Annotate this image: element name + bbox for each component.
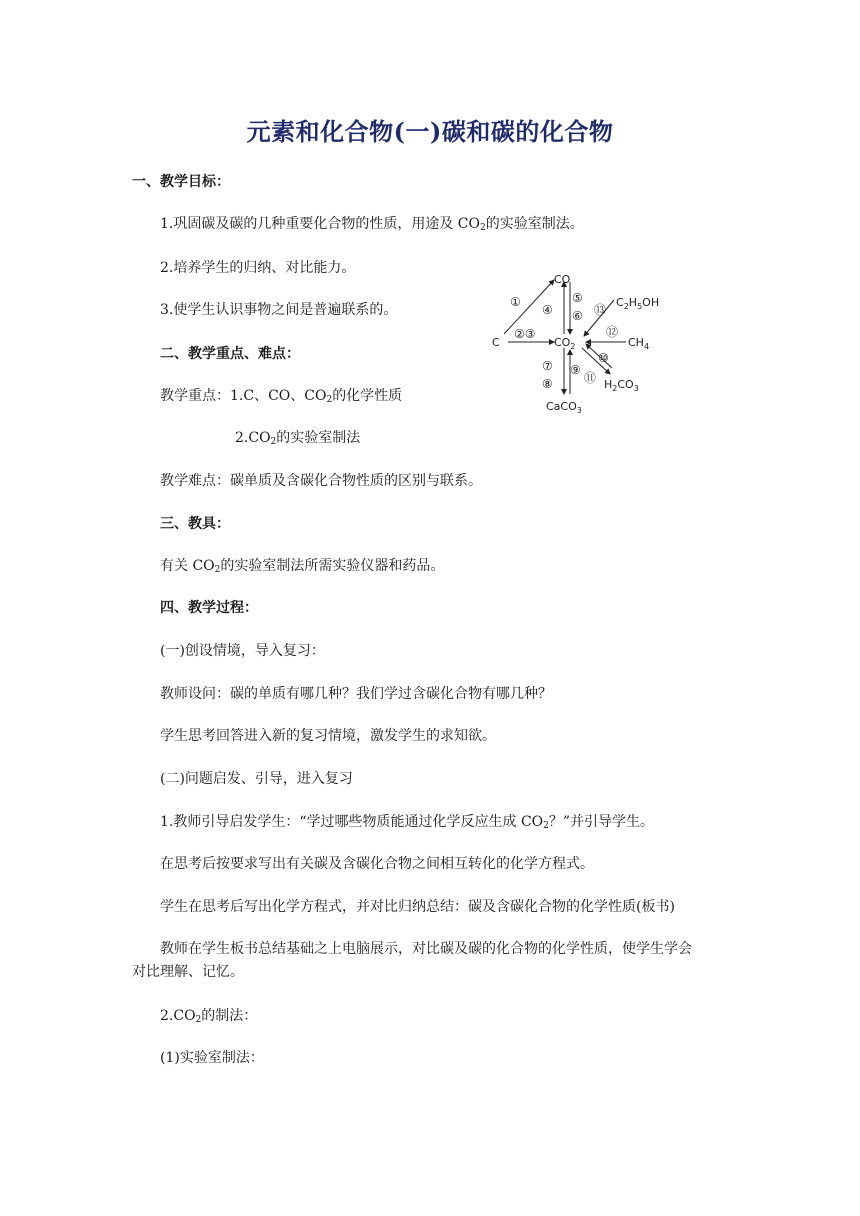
node-calcium-carbonate xyxy=(546,400,582,415)
subscript: 2 xyxy=(326,395,333,405)
formula-subscript: 3 xyxy=(576,406,582,415)
reaction-label-5: ⑤ xyxy=(572,291,583,305)
section-heading-process: 四、教学过程： xyxy=(160,600,258,616)
reaction-label-4: ④ xyxy=(542,303,553,317)
carbon-transformation-diagram xyxy=(488,266,688,418)
subscript: 2 xyxy=(543,821,549,831)
formula-subscript: 4 xyxy=(643,342,650,351)
text-segment: 1.教师引导启发学生：“学过哪些物质能通过化学反应生成 CO xyxy=(160,814,544,830)
section-heading-tools: 三、教具： xyxy=(160,516,230,532)
text-segment: 有关 CO xyxy=(160,558,215,574)
node-co: CO xyxy=(554,273,571,286)
subscript: 2 xyxy=(214,565,221,575)
node-co2 xyxy=(554,336,575,351)
text-segment: 教学重点：1.C、CO、CO xyxy=(160,388,327,404)
text-segment: 的化学性质 xyxy=(332,388,403,404)
document-title: 元素和化合物(一)碳和碳的化合物 xyxy=(246,117,614,146)
process-paragraph-6: 在思考后按要求写出有关碳及含碳化合物之间相互转化的化学方程式。 xyxy=(160,856,594,872)
process-paragraph-8a: 教师在学生板书总结基础之上电脑展示，对比碳及碳的化合物的化学性质，使学生学会 xyxy=(160,941,692,957)
text-segment: 的实验室制法。 xyxy=(485,216,584,232)
process-paragraph-3: 学生思考回答进入新的复习情境，激发学生的求知欲。 xyxy=(160,728,496,744)
section-heading-objectives: 一、教学目标： xyxy=(132,174,230,190)
key-point-1 xyxy=(160,386,402,406)
reaction-label-8: ⑧ xyxy=(542,377,553,391)
text-segment: 2.CO xyxy=(235,430,271,446)
difficulty-point: 教学难点：碳单质及含碳化合物性质的区别与联系。 xyxy=(160,473,482,489)
formula-part: H xyxy=(628,296,638,309)
key-point-2 xyxy=(235,428,360,448)
process-paragraph-8b: 对比理解、记忆。 xyxy=(132,964,244,980)
section-heading-key-points: 二、教学重点、难点： xyxy=(160,346,300,362)
process-paragraph-5 xyxy=(160,812,654,832)
formula-part: CH xyxy=(628,336,644,349)
node-c: C xyxy=(492,336,500,349)
subscript: 2 xyxy=(270,437,277,447)
reaction-label-2-3: ②③ xyxy=(514,327,536,341)
reaction-label-11: ⑪ xyxy=(584,371,597,385)
process-paragraph-4: (二)问题启发、引导，进入复习 xyxy=(160,771,353,787)
subscript: 2 xyxy=(480,223,486,233)
formula-subscript: 3 xyxy=(633,384,639,393)
formula-part: CO xyxy=(554,336,571,349)
formula-part: CaCO xyxy=(546,400,577,413)
text-segment: 的实验室制法所需实验仪器和药品。 xyxy=(220,558,445,574)
text-segment: 1.巩固碳及碳的几种重要化合物的性质，用途及 CO xyxy=(160,216,480,232)
objective-item-3: 3.使学生认识事物之间是普遍联系的。 xyxy=(160,302,398,318)
process-paragraph-10: (1)实验室制法： xyxy=(160,1050,264,1066)
formula-part: OH xyxy=(642,296,660,309)
reaction-label-7: ⑦ xyxy=(542,359,553,373)
objective-item-2: 2.培养学生的归纳、对比能力。 xyxy=(160,260,356,276)
reaction-label-12: ⑫ xyxy=(606,325,619,339)
formula-subscript: 2 xyxy=(623,302,629,311)
formula-subscript: 2 xyxy=(612,384,618,393)
process-paragraph-7: 学生在思考后写出化学方程式，并对比归纳总结：碳及含碳化合物的化学性质(板书) xyxy=(160,899,675,915)
process-paragraph-1: (一)创设情境，导入复习： xyxy=(160,643,325,659)
formula-part: CO xyxy=(617,378,634,391)
objective-item-1 xyxy=(160,214,584,234)
reaction-label-9: ⑨ xyxy=(570,363,581,377)
text-segment: ？”并引导学生。 xyxy=(548,814,655,830)
reaction-label-1: ① xyxy=(510,295,521,309)
text-segment: 的实验室制法 xyxy=(276,430,361,446)
reaction-label-6: ⑥ xyxy=(572,309,583,323)
text-segment: 的制法： xyxy=(201,1008,258,1024)
reaction-label-13: ⑬ xyxy=(594,303,607,317)
formula-part: H xyxy=(604,378,613,391)
formula-part: C xyxy=(616,296,624,309)
reaction-label-10: ⑩ xyxy=(598,351,609,365)
node-ethanol xyxy=(616,296,659,311)
node-carbonic-acid xyxy=(604,378,639,393)
formula-subscript: 2 xyxy=(570,342,576,351)
formula-subscript: 5 xyxy=(637,302,643,311)
node-methane xyxy=(628,336,649,351)
text-segment: 2.CO xyxy=(160,1008,196,1024)
tools-text xyxy=(160,556,444,576)
process-paragraph-9 xyxy=(160,1006,257,1026)
process-paragraph-2: 教师设问：碳的单质有哪几种？我们学过含碳化合物有哪几种？ xyxy=(160,686,552,702)
subscript: 2 xyxy=(195,1015,202,1025)
